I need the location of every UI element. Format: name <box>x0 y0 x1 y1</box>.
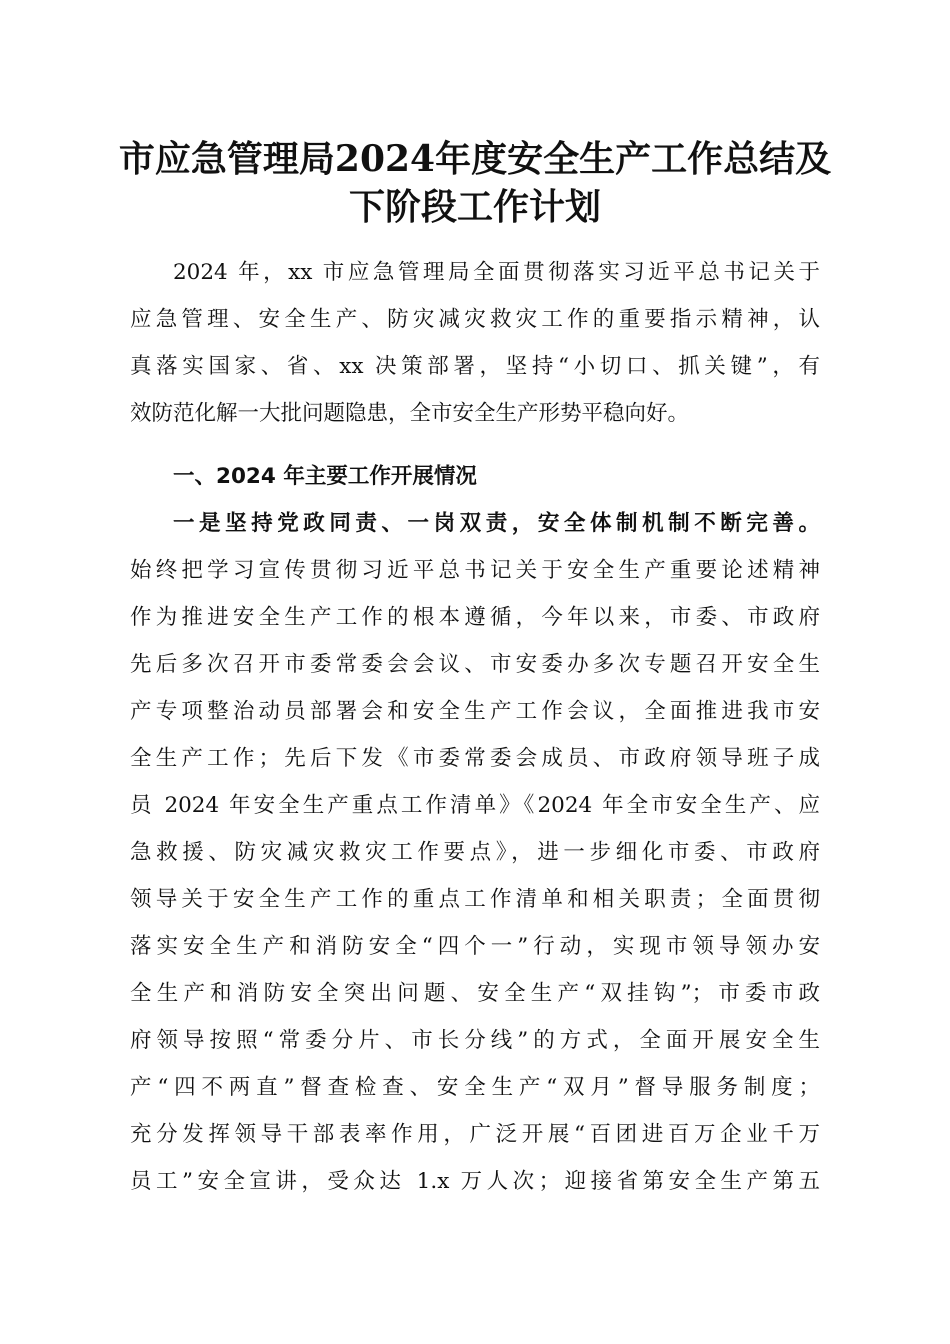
point-one-lead: 一是坚持党政同责、一岗双责，安全体制机制不断完善。 <box>173 511 820 536</box>
intro-paragraph <box>130 249 820 437</box>
intro-line: 应急管理、安全生产、防灾减灾救灾工作的重要指示精神，认 <box>130 307 820 332</box>
intro-line: 2024 年，xx 市应急管理局全面贯彻落实习近平总书记关于 <box>173 260 820 285</box>
point-one-line: 急救援、防灾减灾救灾工作要点》，进一步细化市委、市政府 <box>130 840 820 865</box>
intro-line: 效防范化解一大批问题隐患，全市安全生产形势平稳向好。 <box>130 401 690 426</box>
point-one-line: 始终把学习宣传贯彻习近平总书记关于安全生产重要论述精神 <box>130 558 820 583</box>
point-one-line: 员工”安全宣讲，受众达 1.x 万人次；迎接省第安全生产第五 <box>130 1169 820 1194</box>
point-one-line: 充分发挥领导干部表率作用，广泛开展“百团进百万企业千万 <box>130 1122 820 1147</box>
point-one-line: 作为推进安全生产工作的根本遵循，今年以来，市委、市政府 <box>130 605 820 630</box>
intro-line: 真落实国家、省、xx 决策部署，坚持“小切口、抓关键”，有 <box>130 354 820 379</box>
section-heading: 一、2024 年主要工作开展情况 <box>173 464 477 489</box>
point-one-line: 先后多次召开市委常委会会议、市安委办多次专题召开安全生 <box>130 652 820 677</box>
document-title-line-1: 市应急管理局2024年度安全生产工作总结及 <box>118 138 832 180</box>
point-one-paragraph <box>130 500 820 1205</box>
point-one-line: 产“四不两直”督查检查、安全生产“双月”督导服务制度； <box>130 1075 820 1100</box>
point-one-line: 全生产和消防安全突出问题、安全生产“双挂钩”；市委市政 <box>130 981 820 1006</box>
point-one-line: 产专项整治动员部署会和安全生产工作会议，全面推进我市安 <box>130 699 820 724</box>
point-one-line: 全生产工作；先后下发《市委常委会成员、市政府领导班子成 <box>130 746 820 771</box>
document-title-line-2: 下阶段工作计划 <box>348 186 601 228</box>
point-one-line: 员 2024 年安全生产重点工作清单》《2024 年全市安全生产、应 <box>130 793 820 818</box>
point-one-line: 府领导按照“常委分片、市长分线”的方式，全面开展安全生 <box>130 1028 820 1053</box>
point-one-line: 落实安全生产和消防安全“四个一”行动，实现市领导领办安 <box>130 934 820 959</box>
point-one-line: 领导关于安全生产工作的重点工作清单和相关职责；全面贯彻 <box>130 887 820 912</box>
